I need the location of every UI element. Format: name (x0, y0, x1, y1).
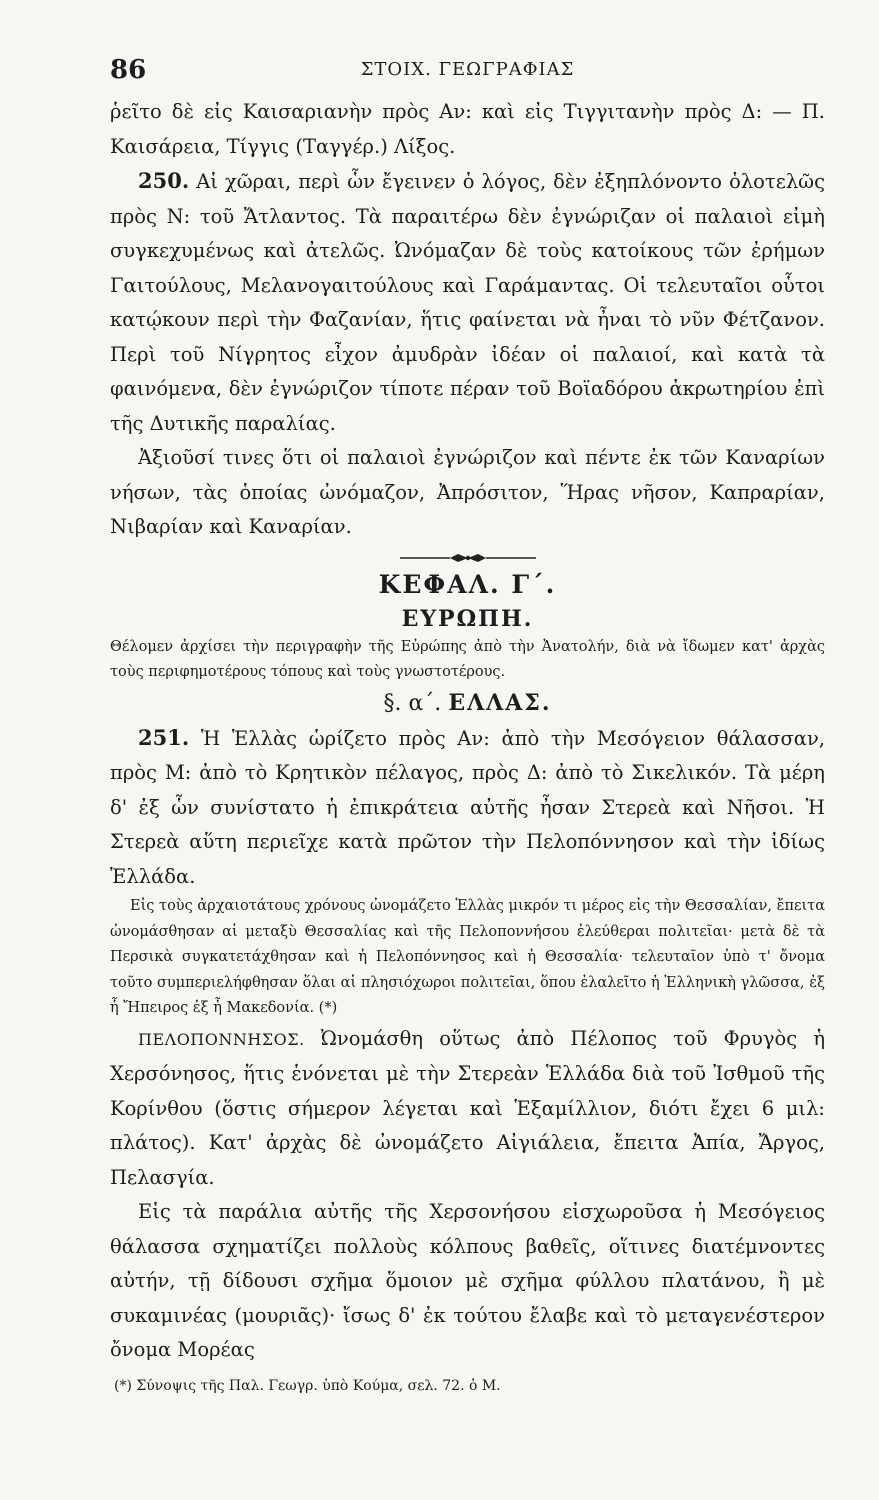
section-mark: §. α΄. (383, 690, 442, 716)
article-number: 251. (138, 724, 190, 750)
chapter-subtitle: ΕΥΡΩΠΗ. (401, 605, 534, 632)
running-title: ΣΤΟΙΧ. ΓΕΩΓΡΑΦΙΑΣ (360, 59, 575, 80)
paragraph-canary-islands: Ἀξιοῦσί τινες ὅτι οἱ παλαιοὶ ἐγνώριζον καὶ πέντε ἐκ τῶν Καναρίων νήσων, τὰς ὁποίας ὠνόμαζον, Ἀπρόσιτον, Ἥρας νῆσον, Καπραρίαν, Νιβαρίαν καὶ Καναρίαν. (110, 446, 825, 538)
section-name: ΕΛΛΑΣ. (448, 689, 552, 716)
book-page (110, 55, 825, 1398)
page-number: 86 (110, 55, 147, 85)
running-head (110, 55, 825, 95)
ornament-divider-icon (398, 552, 538, 564)
chapter-title: ΚΕΦΑΛ. Γ΄. (378, 569, 557, 599)
article-251 (110, 721, 825, 895)
peloponnese-paragraph-2: Εἰς τὰ παράλια αὐτῆς τῆς Χερσονήσου εἰσχωροῦσα ἡ Μεσόγειος θάλασσα σχηματίζει πολλοὺς κόλπους βαθεῖς, οἵτινες διατέμνοντες αὐτήν, τῇ δίδουσι σχῆμα ὅμοιον μὲ σχῆμα φύλλου πλατάνου, ἢ μὲ συκαμινέας (μουριᾶς)· ἴσως δ' ἐκ τούτου ἔλαβε καὶ τὸ μεταγενέστερον ὄνομα Μορέας (110, 1200, 825, 1361)
peloponnese-text: Ὠνομάσθη οὕτως ἀπὸ Πέλοπος τοῦ Φρυγὸς ἡ Χερσόνησος, ἥτις ἑνόνεται μὲ τὴν Στερεὰν Ἑλλάδα διὰ τοῦ Ἰσθμοῦ τῆς Κορίνθου (ὅστις σήμερον λέγεται καὶ Ἑξαμίλλιον, διότι ἔχει 6 μιλ: πλάτος). Κατ' ἀρχὰς δὲ ὠνομάζετο Αἰγιάλεια, ἔπειτα Ἀπία, Ἄργος, Πελασγία. (110, 1026, 826, 1189)
ornament-rule (110, 549, 825, 565)
footnote: (*) Σύνοψις τῆς Παλ. Γεωγρ. ὑπὸ Κούμα, σελ. 72. ὁ Μ. (114, 1377, 501, 1394)
article-251-note: Εἰς τοὺς ἀρχαιοτάτους χρόνους ὠνομάζετο Ἑλλὰς μικρόν τι μέρος εἰς τὴν Θεσσαλίαν, ἔπειτα ὠνομάσθησαν αἱ μεταξὺ Θεσσαλίας καὶ τῆς Πελοποννήσου ἐλεύθεραι πολιτεῖαι· μετὰ δὲ τὰ Περσικὰ συγκατετάχθησαν καὶ ἡ Πελοπόννησος καὶ ἡ Θεσσαλία· τελευταῖον ὑπὸ τ' ὄνομα τοῦτο συμπεριελήφθησαν ὅλαι αἱ πλησιόχωροι πολιτεῖαι, ὅπου ἐλαλεῖτο ἡ Ἑλληνικὴ γλῶσσα, ἐξ ἧ Ἤπειρος ἐξ ἧ Μακεδονία. (*) (110, 898, 825, 1016)
section-heading (110, 686, 825, 721)
article-text: Αἱ χῶραι, περὶ ὧν ἔγεινεν ὁ λόγος, δὲν ἐξηπλόνοντο ὁλοτελῶς πρὸς Ν: τοῦ Ἄτλαντος. Τὰ παραιτέρω δὲν ἐγνώριζαν οἱ παλαιοὶ εἰμὴ συγκεχυμένως καὶ ἀτελῶς. Ὠνόμαζαν δὲ τοὺς κατοίκους τῶν ἐρήμων Γαιτούλους, Μελανογαιτούλους καὶ Γαράμαντας. Οἱ τελευταῖοι οὗτοι κατῴκουν περὶ τὴν Φαζανίαν, ἥτις φαίνεται νὰ ἦναι τὸ νῦν Φέτζανον. Περὶ τοῦ Νίγρητος εἶχον ἀμυδρὰν ἰδέαν οἱ παλαιοί, καὶ κατὰ τὰ φαινόμενα, δὲν ἐγνώριζον τίποτε πέραν τοῦ Βοϊαδόρου ἀκρωτηρίου ἐπὶ τῆς Δυτικῆς παραλίας. (110, 170, 825, 435)
article-250 (110, 164, 825, 441)
paragraph-continuation: ῥεῖτο δὲ εἰς Καισαριανὴν πρὸς Αν: καὶ εἰς Τιγγιτανὴν πρὸς Δ: — Π. Καισάρεια, Τίγγις (Ταγγέρ.) Λίξος. (110, 100, 825, 158)
peloponnese-paragraph (110, 1022, 825, 1196)
peloponnese-heading: ΠΕΛΟΠΟΝΝΗΣΟΣ. (138, 1029, 305, 1049)
article-text: Ἡ Ἑλλὰς ὡρίζετο πρὸς Αν: ἀπὸ τὴν Μεσόγειον θάλασσαν, πρὸς Μ: ἀπὸ τὸ Κρητικὸν πέλαγος, πρὸς Δ: ἀπὸ τὸ Σικελικόν. Τὰ μέρη δ' ἐξ ὧν συνίστατο ἡ ἐπικράτεια αὐτῆς ἦσαν Στερεὰ καὶ Νῆσοι. Ἡ Στερεὰ αὕτη περιεῖχε κατὰ πρῶτον τὴν Πελοπόννησον καὶ τὴν ἰδίως Ἑλλάδα. (110, 726, 825, 888)
article-number: 250. (138, 168, 190, 193)
chapter-intro: Θέλομεν ἀρχίσει τὴν περιγραφὴν τῆς Εὐρώπης ἀπὸ τὴν Ἀνατολήν, διὰ νὰ ἴδωμεν κατ' ἀρχὰς τοὺς περιφημοτέρους τόπους καὶ τοὺς γνωστοτέρους. (110, 638, 825, 680)
